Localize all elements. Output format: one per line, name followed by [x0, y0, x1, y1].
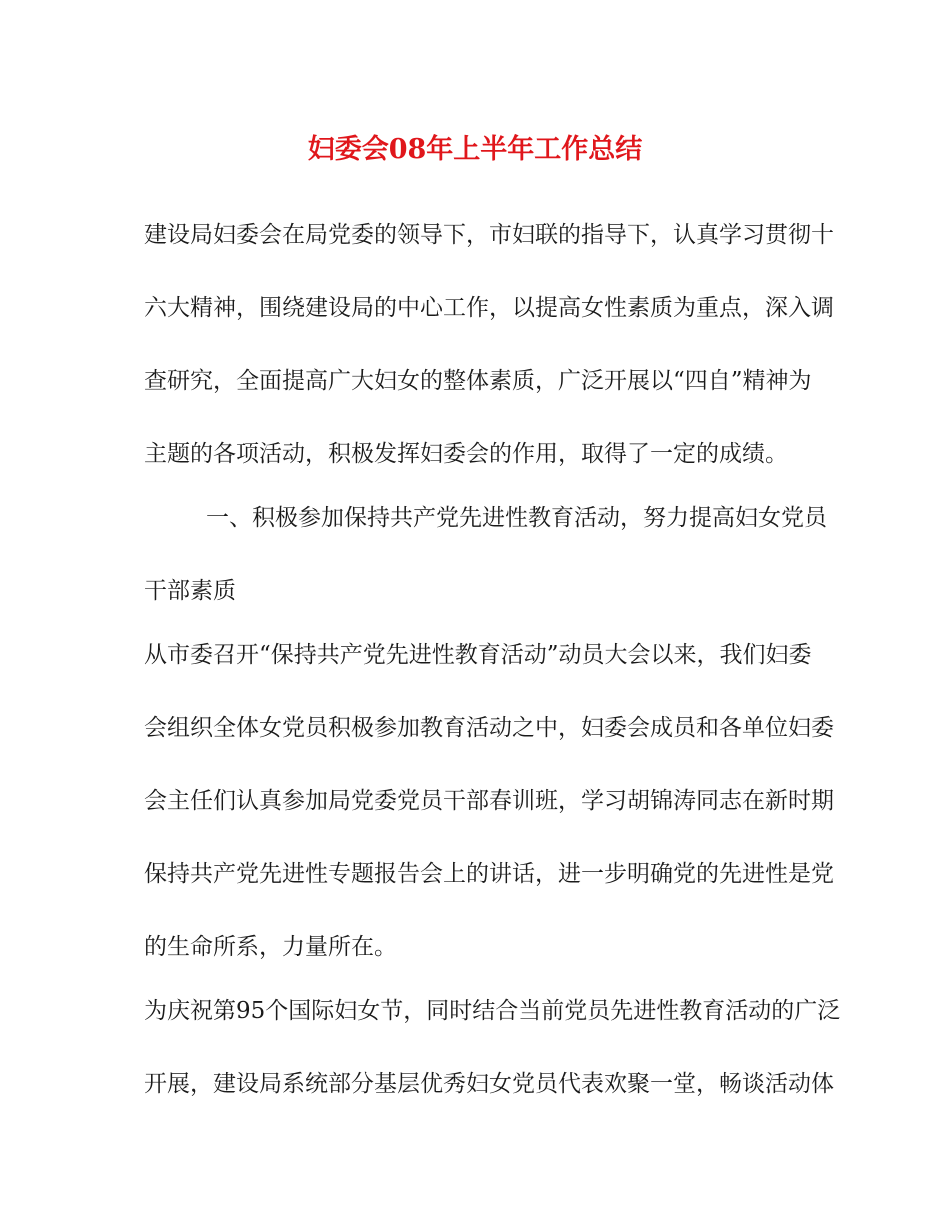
body-line: 开展，建设局系统部分基层优秀妇女党员代表欢聚一堂，畅谈活动体	[144, 1071, 834, 1097]
body-line: 六大精神，围绕建设局的中心工作，以提高女性素质为重点，深入调	[144, 295, 834, 321]
body-line: 查研究，全面提高广大妇女的整体素质，广泛开展以“四自”精神为	[144, 368, 812, 394]
body-line: 为庆祝第95个国际妇女节，同时结合当前党员先进性教育活动的广泛	[144, 998, 841, 1024]
body-line: 建设局妇委会在局党委的领导下，市妇联的指导下，认真学习贯彻十	[144, 222, 834, 248]
section-heading-line: 一、积极参加保持共产党先进性教育活动，努力提高妇女党员	[206, 505, 827, 531]
body-line: 保持共产党先进性专题报告会上的讲话，进一步明确党的先进性是党	[144, 861, 834, 887]
body-line: 会组织全体女党员积极参加教育活动之中，妇委会成员和各单位妇委	[144, 715, 834, 741]
body-line: 会主任们认真参加局党委党员干部春训班，学习胡锦涛同志在新时期	[144, 788, 834, 814]
body-line: 主题的各项活动，积极发挥妇委会的作用，取得了一定的成绩。	[144, 441, 788, 467]
body-line: 从市委召开“保持共产党先进性教育活动”动员大会以来，我们妇委	[144, 642, 812, 668]
section-heading-line: 干部素质	[144, 578, 236, 604]
document-title: 妇委会08年上半年工作总结	[307, 134, 643, 165]
document-body	[144, 212, 841, 1134]
body-line: 的生命所系，力量所在。	[144, 934, 397, 960]
